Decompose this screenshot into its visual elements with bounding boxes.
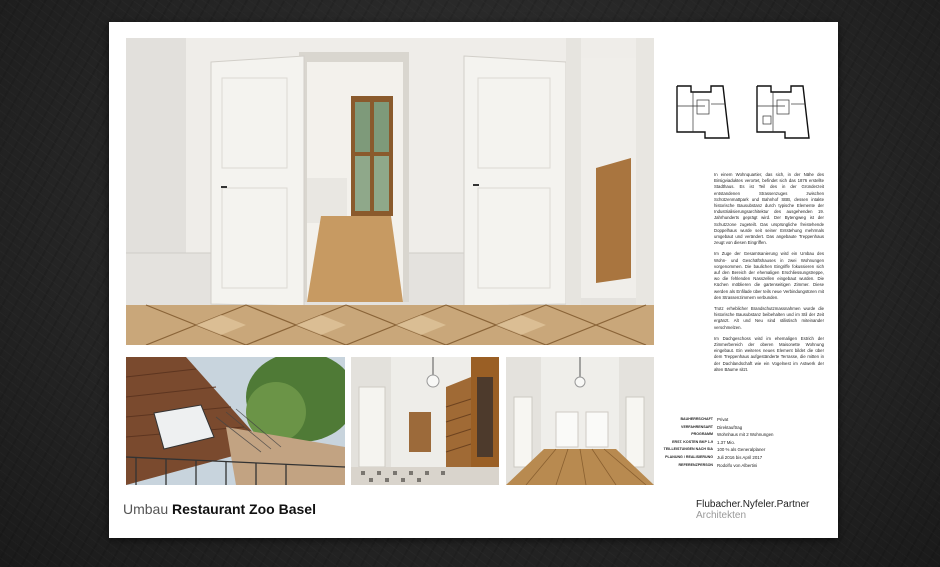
- photo-roof-terrace: [126, 357, 345, 485]
- fact-value: 1.37 Mio.: [717, 439, 736, 445]
- project-title: [123, 501, 316, 517]
- paragraph: Im Zuge der Gesamtsanierung wird ein Umbau des Wohn- und Geschäftshauses in zwei Wohnungen vorgenommen. Die baulichen Eingriffe fokussieren sich auf den Bereich der ehemaligen Erschliessungstreppe, wo die fehlenden Nasszellen eingebaut wurden. Die Küchen möblieren die gartenseitigen Zimmer. Diese werden als Enfilade über teils neue Verbindungstüren mit den Strassenzimmern verbunden.: [714, 251, 824, 300]
- brand-block: [696, 499, 809, 521]
- fact-row: [651, 462, 831, 470]
- fact-label: REFERENZPERSON: [678, 462, 713, 467]
- project-description: [714, 172, 824, 378]
- title-prefix: Umbau: [123, 501, 169, 517]
- fact-row: [651, 431, 831, 439]
- fact-value: Wohnhaus mit 2 Wohnungen: [717, 432, 774, 438]
- fact-value: Direktauftrag: [717, 424, 743, 430]
- fact-row: [651, 424, 831, 432]
- fact-row: [651, 454, 831, 462]
- fact-row: [651, 416, 831, 424]
- photo-interior-doors: [126, 38, 654, 345]
- fact-value: 100 % als Generalplaner: [717, 447, 766, 453]
- brand-subtitle: Architekten: [696, 510, 747, 521]
- fact-value: Juli 2016 bis April 2017: [717, 454, 763, 460]
- photo-staircase: [351, 357, 499, 485]
- fact-label: BAUHERRSCHAFT: [680, 417, 713, 421]
- fact-value: Privat: [717, 417, 729, 422]
- project-facts: [651, 416, 831, 469]
- paragraph: Trotz erheblicher Brandschutzmassnahmen wurde die historische Bausubstanz beibehalten und im Stil der Zeit ergänzt. Alt und Neu sind stilistisch miteinander verschmelzen.: [714, 306, 824, 330]
- fact-row: [651, 439, 831, 447]
- fact-label: TEILLEISTUNGEN NACH SIA: [663, 447, 713, 452]
- presentation-board: [109, 22, 838, 538]
- fact-label: VERFAHRENSART: [681, 424, 713, 429]
- paragraph: Im Dachgeschoss wird im ehemaligen Estrich der Zimmerbereich der oberen Maisonette Wohnung eingebaut. Ein weiteres neues Element bildet die über dem Treppenhaus aufgeständerte Terrasse, die mitten in der Dachlandschaft wie ein Vogelnest im Astwerk der alten Bäume sitzt.: [714, 335, 824, 372]
- fact-label: PLANUNG / REALISIERUNG: [665, 454, 713, 459]
- fact-label: PROGRAMM: [691, 432, 713, 437]
- title-main: Restaurant Zoo Basel: [172, 501, 316, 517]
- brand-name: Flubacher.Nyfeler.Partner: [696, 499, 810, 510]
- floor-plans: [675, 80, 815, 140]
- fact-label: ERST. KOSTEN BKP 1-9: [672, 439, 713, 444]
- photo-hallway: [506, 357, 654, 485]
- paragraph: In einem Wohnquartier, das sich, in der Nähe des Birsigviaduktes verortet, befindet sich das 1876 erstellte Stadthaus. Es ist Teil des in der Gründerzeit entstandenen Strassenzuges zwischen Schützenmattpark und Bahnhof SBB, dessen intakte historische Bausubstanz durch typische Elemente der Industrialisierungsarchitektur des ausgehenden 19. Jahrhunderts geprägt wird. Der Bytengweg ist der Schutzzone zugeteilt. Das ursprüngliche freistehende Doppelhaus wurde seit seiner Entstehung mehrmals umgebaut und verändert. Das angebaute Treppenhaus zeugt von diesen Eingriffen.: [714, 172, 824, 246]
- fact-row: [651, 446, 831, 454]
- fact-value: Rodolfo von Albertini: [717, 462, 758, 468]
